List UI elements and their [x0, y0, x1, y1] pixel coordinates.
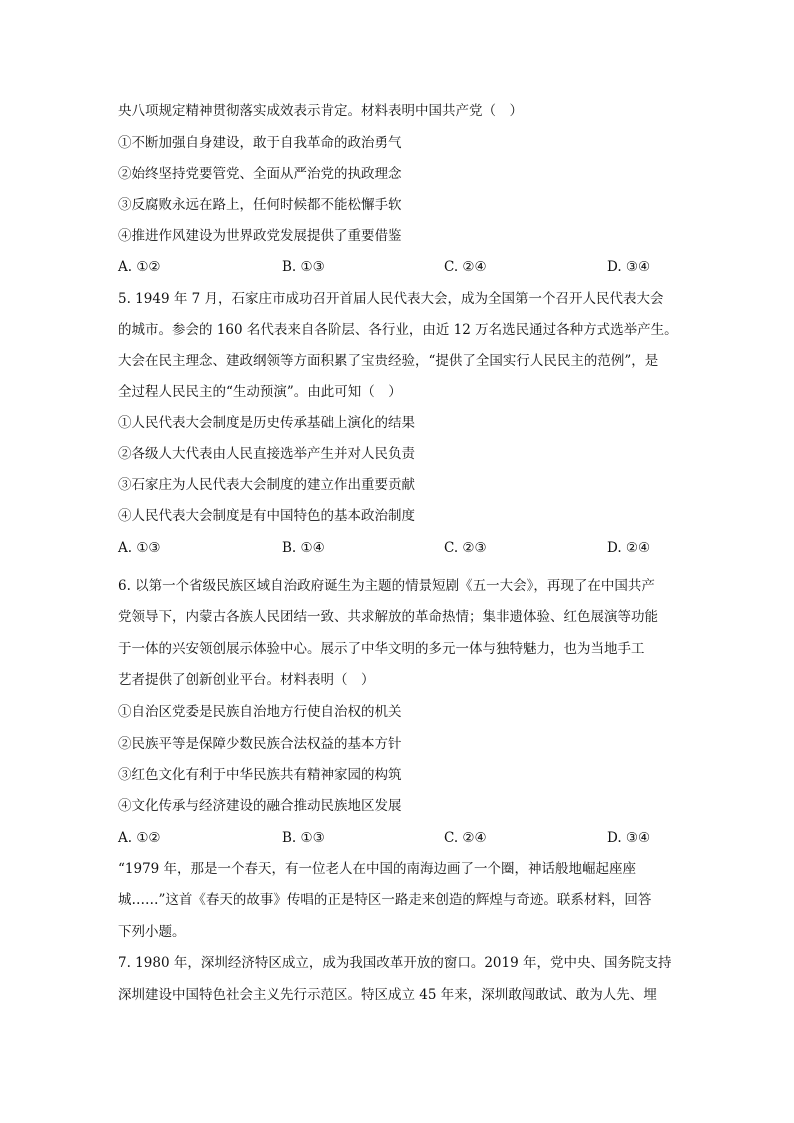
q5-stem-line-3: 大会在民主理念、建政纲领等方面积累了宝贵经验，“提供了全国实行人民民主的范例”，是: [118, 353, 659, 369]
q5-option-b: B. ①④: [282, 540, 325, 556]
q5-option-a: A. ①③: [118, 540, 161, 556]
q6-item-2: ②民族平等是保障少数民族合法权益的基本方针: [118, 736, 402, 752]
material-line-2: 城……”这首《春天的故事》传唱的正是特区一路走来创造的辉煌与奇迹。联系材料，回答: [118, 892, 652, 908]
material-line-1: “1979 年，那是一个春天，有一位老人在中国的南海边画了一个圈，神话般地崛起座座: [118, 861, 637, 877]
q5-stem-line-2: 的城市。参会的 160 名代表来自各阶层、各行业，由近 12 万名选民通过各种方式选举产生。: [118, 322, 678, 338]
q4-item-4: ④推进作风建设为世界政党发展提供了重要借鉴: [118, 228, 402, 244]
q7-stem-line-1: 7. 1980 年，深圳经济特区成立，成为我国改革开放的窗口。2019 年，党中央、国务院支持: [118, 955, 672, 971]
q6-stem-line-4: 艺者提供了创新创业平台。材料表明（ ）: [118, 672, 375, 688]
q6-option-a: A. ①②: [118, 830, 161, 846]
q6-stem-line-3: 于一体的兴安领创展示体验中心。展示了中华文明的多元一体与独特魅力，也为当地手工: [118, 641, 645, 657]
q4-item-1: ①不断加强自身建设，敢于自我革命的政治勇气: [118, 135, 402, 151]
q4-option-c: C. ②④: [444, 259, 487, 275]
q5-option-d: D. ②④: [607, 540, 651, 556]
q6-item-1: ①自治区党委是民族自治地方行使自治权的机关: [118, 704, 402, 720]
q4-option-b: B. ①③: [282, 259, 325, 275]
q4-option-d: D. ③④: [607, 259, 651, 275]
q4-stem-tail: 央八项规定精神贯彻落实成效表示肯定。材料表明中国共产党（ ）: [118, 103, 523, 119]
q5-item-1: ①人民代表大会制度是历史传承基础上演化的结果: [118, 415, 415, 431]
q6-option-b: B. ①③: [282, 830, 325, 846]
q6-option-c: C. ②④: [444, 830, 487, 846]
q4-item-2: ②始终坚持党要管党、全面从严治党的执政理念: [118, 166, 402, 182]
q4-item-3: ③反腐败永远在路上，任何时候都不能松懈手软: [118, 197, 402, 213]
material-line-3: 下列小题。: [118, 924, 186, 940]
q6-stem-line-1: 6. 以第一个省级民族区域自治政府诞生为主题的情景短剧《五一大会》，再现了在中国共产: [118, 578, 655, 594]
q6-item-3: ③红色文化有利于中华民族共有精神家园的构筑: [118, 767, 402, 783]
q4-option-a: A. ①②: [118, 259, 161, 275]
q5-stem-line-4: 全过程人民民主的“生动预演”。由此可知（ ）: [118, 384, 402, 400]
q5-option-c: C. ②③: [444, 540, 487, 556]
q5-stem-line-1: 5. 1949 年 7 月，石家庄市成功召开首届人民代表大会，成为全国第一个召开人民代表大会: [118, 291, 664, 307]
q6-stem-line-2: 党领导下，内蒙古各族人民团结一致、共求解放的革命热情；集非遗体验、红色展演等功能: [118, 609, 658, 625]
q6-item-4: ④文化传承与经济建设的融合推动民族地区发展: [118, 798, 402, 814]
q6-option-d: D. ③④: [607, 830, 651, 846]
q7-stem-line-2: 深圳建设中国特色社会主义先行示范区。特区成立 45 年来，深圳敢闯敢试、敢为人先、埋: [118, 987, 657, 1003]
q5-item-4: ④人民代表大会制度是有中国特色的基本政治制度: [118, 508, 415, 524]
q5-item-3: ③石家庄为人民代表大会制度的建立作出重要贡献: [118, 477, 415, 493]
q5-item-2: ②各级人大代表由人民直接选举产生并对人民负责: [118, 446, 415, 462]
